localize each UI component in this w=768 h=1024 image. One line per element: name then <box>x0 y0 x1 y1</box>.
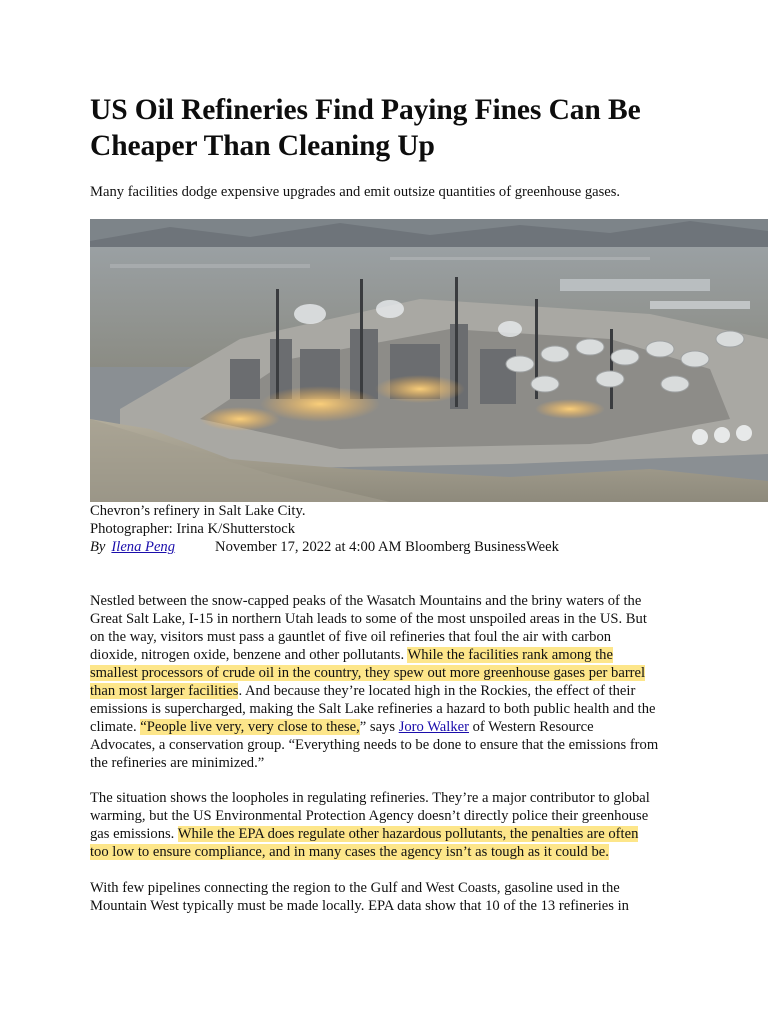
p1-text: . And because they’re located high in the Rockies, the effect of their <box>238 683 636 699</box>
p1-line: Great Salt Lake, I-15 in northern Utah leads to some of the most unspoiled areas in the US. But <box>90 611 647 627</box>
p2-line <box>90 825 682 843</box>
photo-credit: Photographer: Irina K/Shutterstock <box>90 521 296 537</box>
photo-caption <box>90 502 730 538</box>
p2-text: gas emissions. <box>90 826 178 842</box>
article-headline <box>90 92 750 164</box>
byline <box>90 538 750 556</box>
photo-caption-text: Chevron’s refinery in Salt Lake City. <box>90 503 306 519</box>
paragraph-1 <box>90 592 682 772</box>
highlight: “People live very, very close to these, <box>140 719 360 735</box>
paragraph-2 <box>90 789 682 861</box>
headline-line-2: Cheaper Than Cleaning Up <box>90 130 435 162</box>
paragraph-3 <box>90 879 682 915</box>
p1-line <box>90 646 682 664</box>
p1-line <box>90 718 682 736</box>
p1-text: dioxide, nitrogen oxide, benzene and other pollutants. <box>90 647 408 663</box>
p1-text: ” says <box>359 719 399 735</box>
p1-line: Nestled between the snow-capped peaks of the Wasatch Mountains and the briny waters of the <box>90 593 642 609</box>
p1-text: climate. <box>90 719 141 735</box>
article-dek: Many facilities dodge expensive upgrades and emit outsize quantities of greenhouse gases. <box>90 184 621 200</box>
highlight: than most larger facilities <box>90 683 239 699</box>
p1-line: Advocates, a conservation group. “Everything needs to be done to ensure that the emissions from <box>90 737 659 753</box>
highlight: too low to ensure compliance, and in many cases the agency isn’t as tough as it could be. <box>90 844 609 860</box>
p1-line: the refineries are minimized.” <box>90 755 265 771</box>
highlight: While the facilities rank among the <box>407 647 613 663</box>
p1-line: on the way, visitors must pass a gauntlet of five oil refineries that foul the air with carbon <box>90 629 612 645</box>
p1-line: emissions is supercharged, making the Salt Lake refineries a hazard to both public health and the <box>90 701 656 717</box>
byline-dateline: November 17, 2022 at 4:00 AM Bloomberg BusinessWeek <box>215 539 559 555</box>
p2-line <box>90 843 682 861</box>
refinery-photo <box>90 219 768 502</box>
p2-line: The situation shows the loopholes in regulating refineries. They’re a major contributor to global <box>90 790 650 806</box>
highlight: While the EPA does regulate other hazardous pollutants, the penalties are often <box>177 826 639 842</box>
p1-text: of Western Resource <box>468 719 594 735</box>
headline-line-1: US Oil Refineries Find Paying Fines Can Be <box>90 94 641 126</box>
p1-line <box>90 682 682 700</box>
p3-line: With few pipelines connecting the region to the Gulf and West Coasts, gasoline used in the <box>90 880 620 896</box>
p2-line: warming, but the US Environmental Protection Agency doesn’t directly police their greenhouse <box>90 808 649 824</box>
byline-prefix: By <box>90 539 106 555</box>
p1-line <box>90 664 682 682</box>
highlight: smallest processors of crude oil in the country, they spew out more greenhouse gases per barrel <box>90 665 646 681</box>
source-link-joro-walker[interactable]: Joro Walker <box>398 719 469 735</box>
author-link[interactable]: Ilena Peng <box>111 539 176 555</box>
p3-line: Mountain West typically must be made locally. EPA data show that 10 of the 13 refineries in <box>90 898 629 914</box>
